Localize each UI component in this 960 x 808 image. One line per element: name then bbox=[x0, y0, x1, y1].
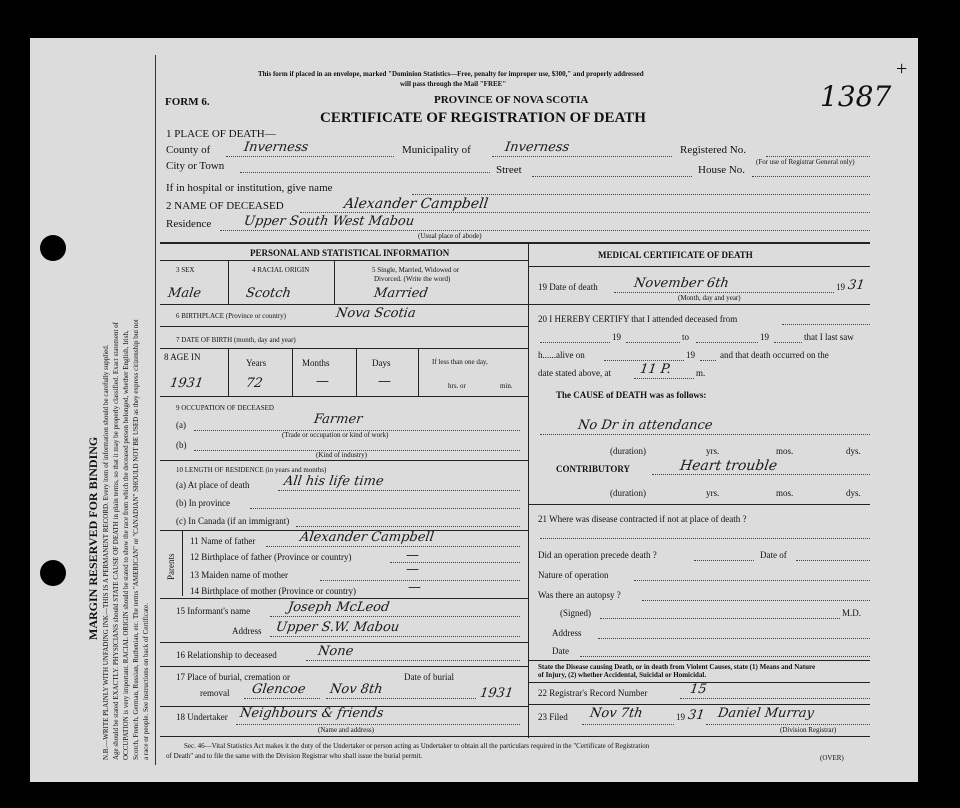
address-label: Address bbox=[232, 626, 262, 636]
burial-date-value: Nov 8th bbox=[328, 682, 384, 697]
county-label: County of bbox=[166, 144, 211, 156]
margin-instruction: OCCUPATION is very important. RACIAL ORIGIN should be stated to show the race from which the deceased person belonged, whether English, Irish, bbox=[122, 330, 130, 760]
municipality-value: Inverness bbox=[503, 140, 571, 155]
hrs-label: hrs. or bbox=[448, 382, 466, 390]
racial-label: 4 RACIAL ORIGIN bbox=[252, 266, 310, 274]
cell-divider bbox=[228, 348, 229, 396]
date-of-death-value: November 6th bbox=[632, 276, 730, 291]
registered-note: (For use of Registrar General only) bbox=[756, 158, 855, 166]
burial-year-value: 1931 bbox=[478, 686, 515, 701]
autopsy-label: Was there an autopsy ? bbox=[538, 590, 621, 600]
row-divider bbox=[160, 348, 528, 349]
alive-century: 19 bbox=[686, 350, 695, 360]
undertaker-label: 18 Undertaker bbox=[176, 712, 228, 722]
margin-instruction: Age should be stated EXACTLY. PHYSICIANS should STATE CAUSE OF DEATH in plain terms, so that it may be properly classified. Exact statement of bbox=[112, 321, 120, 760]
date-of-death-label: 19 Date of death bbox=[538, 282, 598, 292]
mother-label: 13 Maiden name of mother bbox=[190, 570, 288, 580]
corner-mark: + bbox=[896, 58, 908, 80]
county-line bbox=[226, 156, 394, 157]
date-of-death-year: 31 bbox=[846, 278, 866, 293]
registrar-value: Daniel Murray bbox=[716, 706, 815, 721]
residence-note: (Usual place of abode) bbox=[418, 232, 482, 240]
contributory-mos-label: mos. bbox=[776, 488, 794, 498]
marital-label-2: Divorced. (Write the word) bbox=[374, 275, 451, 283]
certify-from-line bbox=[540, 342, 610, 343]
medical-heading: MEDICAL CERTIFICATE OF DEATH bbox=[598, 250, 753, 260]
burial-label: 17 Place of burial, cremation or bbox=[176, 672, 290, 682]
margin-instruction: N.B.—WRITE PLAINLY WITH UNFADING INK—THIS IS A PERMANENT RECORD. Every item of information should be carefully supplied. bbox=[102, 344, 110, 760]
personal-heading: PERSONAL AND STATISTICAL INFORMATION bbox=[250, 248, 450, 258]
occurred-label: and that death occurred on the bbox=[720, 350, 829, 360]
age-year: 1931 bbox=[168, 376, 205, 391]
residence-length-label: 10 LENGTH OF RESIDENCE (in years and months) bbox=[176, 466, 327, 474]
undertaker-note: (Name and address) bbox=[318, 726, 374, 734]
deceased-name-line bbox=[300, 212, 870, 213]
certify-to-label: to bbox=[682, 332, 690, 342]
filed-date-line bbox=[582, 724, 674, 725]
informant-label: 15 Informant's name bbox=[176, 606, 251, 616]
place-of-death-heading: 1 PLACE OF DEATH— bbox=[166, 128, 276, 140]
province-heading: PROVINCE OF NOVA SCOTIA bbox=[434, 94, 589, 106]
row-divider bbox=[160, 304, 528, 305]
months-label: Months bbox=[302, 358, 330, 368]
time-line bbox=[634, 378, 694, 379]
cell-divider bbox=[228, 260, 229, 304]
contracted-line bbox=[540, 538, 870, 539]
date-of-death-line bbox=[614, 292, 834, 293]
sex-value: Male bbox=[166, 286, 202, 301]
occupation-b-note: (Kind of industry) bbox=[316, 451, 367, 459]
row-divider bbox=[528, 660, 870, 661]
sex-label: 3 SEX bbox=[176, 266, 195, 274]
margin-instruction: Scotch, French, German, Russian, Ruthenian, etc. The terms "AMERICAN" or "CANADIAN" SHOULD NOT BE USED as they express citizenship but not bbox=[132, 319, 140, 760]
registrar-record-line bbox=[680, 698, 870, 699]
form-number: FORM 6. bbox=[165, 96, 210, 108]
cell-divider bbox=[356, 348, 357, 396]
deceased-name: Alexander Campbell bbox=[342, 196, 490, 212]
birthplace-label: 6 BIRTHPLACE (Province or country) bbox=[176, 312, 287, 320]
county-value: Inverness bbox=[242, 140, 310, 155]
signed-label: (Signed) bbox=[560, 608, 591, 618]
row-divider bbox=[160, 326, 528, 327]
removal-label: removal bbox=[200, 688, 230, 698]
contributory-yrs-label: yrs. bbox=[706, 488, 720, 498]
row-divider bbox=[160, 396, 528, 397]
street-line bbox=[532, 176, 692, 177]
registrar-line bbox=[706, 724, 870, 725]
operation-label: Did an operation precede death ? bbox=[538, 550, 657, 560]
margin-rule bbox=[155, 55, 156, 765]
city-line bbox=[240, 172, 490, 173]
certify-to-year-line bbox=[774, 342, 802, 343]
medical-date-label: Date bbox=[552, 646, 569, 656]
cause-yrs-label: yrs. bbox=[706, 446, 720, 456]
days-value: — bbox=[376, 374, 393, 389]
residence-a-value: All his life time bbox=[282, 474, 385, 489]
row-divider bbox=[528, 266, 870, 267]
violent-note-2: of Injury, (2) whether Accidental, Suicidal or Homicidal. bbox=[538, 671, 707, 679]
row-divider bbox=[528, 504, 870, 505]
occupation-a-note: (Trade or occupation or kind of work) bbox=[282, 431, 389, 439]
age-label: 8 AGE IN bbox=[164, 352, 201, 362]
page-title: CERTIFICATE OF REGISTRATION OF DEATH bbox=[320, 110, 646, 126]
certificate-number: 1387 bbox=[820, 80, 892, 113]
time-suffix: m. bbox=[696, 368, 706, 378]
margin-instruction: a race or people. See instructions on back of Certificate. bbox=[142, 603, 150, 760]
occupation-b-label: (b) bbox=[176, 440, 187, 450]
mother-birthplace-label: 14 Birthplace of mother (Province or country) bbox=[190, 586, 356, 596]
nature-label: Nature of operation bbox=[538, 570, 609, 580]
footer-line-1: Sec. 46—Vital Statistics Act makes it the duty of the Undertaker or person acting as Undertaker to obtain all the particulars required in the "Certificate of Registration bbox=[184, 742, 650, 750]
nature-line bbox=[634, 580, 870, 581]
cause-value: No Dr in attendance bbox=[576, 418, 714, 433]
filed-year-value: 31 bbox=[686, 708, 706, 723]
father-label: 11 Name of father bbox=[190, 536, 256, 546]
occupation-a-label: (a) bbox=[176, 420, 186, 430]
row-divider bbox=[528, 704, 870, 705]
relationship-line bbox=[306, 660, 520, 661]
contributory-line bbox=[652, 474, 870, 475]
certify-from-year-line bbox=[626, 342, 680, 343]
binding-hole bbox=[40, 235, 66, 261]
house-line bbox=[752, 176, 870, 177]
cell-divider bbox=[334, 260, 335, 304]
occupation-a-value: Farmer bbox=[312, 412, 364, 427]
municipality-label: Municipality of bbox=[402, 144, 471, 156]
autopsy-line bbox=[642, 600, 870, 601]
house-label: House No. bbox=[698, 164, 746, 176]
filed-label: 23 Filed bbox=[538, 712, 568, 722]
operation-date-line bbox=[796, 560, 870, 561]
row-divider bbox=[160, 642, 528, 643]
municipality-line bbox=[492, 156, 672, 157]
row-divider bbox=[528, 304, 870, 305]
cause-dys-label: dys. bbox=[846, 446, 861, 456]
residence-a-label: (a) At place of death bbox=[176, 480, 250, 490]
informant-value: Joseph McLeod bbox=[286, 600, 391, 615]
alive-line bbox=[604, 360, 684, 361]
medical-address-label: Address bbox=[552, 628, 582, 638]
burial-place-line bbox=[244, 698, 320, 699]
row-divider bbox=[160, 666, 528, 667]
cause-duration-label: (duration) bbox=[610, 446, 646, 456]
hospital-label: If in hospital or institution, give name bbox=[166, 182, 333, 194]
medical-date-line bbox=[580, 656, 870, 657]
marital-label-1: 5 Single, Married, Widowed or bbox=[372, 266, 460, 274]
certify-to-century: 19 bbox=[760, 332, 769, 342]
min-label: min. bbox=[500, 382, 513, 390]
father-value: Alexander Campbell bbox=[298, 530, 435, 545]
father-line bbox=[266, 546, 520, 547]
filed-date-value: Nov 7th bbox=[588, 706, 644, 721]
registered-line bbox=[766, 156, 870, 157]
registrar-note: (Division Registrar) bbox=[780, 726, 837, 734]
cause-label: The CAUSE of DEATH was as follows: bbox=[556, 390, 707, 400]
contracted-label: 21 Where was disease contracted if not at place of death ? bbox=[538, 514, 747, 524]
binding-hole bbox=[40, 560, 66, 586]
operation-date-label: Date of bbox=[760, 550, 787, 560]
contributory-label: CONTRIBUTORY bbox=[556, 464, 631, 474]
racial-value: Scotch bbox=[244, 286, 292, 301]
residence-a-line bbox=[278, 490, 520, 491]
registrar-record-label: 22 Registrar's Record Number bbox=[538, 688, 648, 698]
residence-label: Residence bbox=[166, 218, 212, 230]
cause-line bbox=[540, 434, 870, 435]
registrar-record-value: 15 bbox=[688, 682, 708, 697]
footer-over: (OVER) bbox=[820, 754, 844, 762]
date-of-death-note: (Month, day and year) bbox=[678, 294, 741, 302]
notice-line-2: will pass through the Mail "FREE" bbox=[400, 80, 507, 88]
marital-value: Married bbox=[372, 286, 429, 301]
operation-line bbox=[694, 560, 754, 561]
days-label: Days bbox=[372, 358, 391, 368]
table-bottom-border bbox=[160, 736, 870, 737]
occupation-label: 9 OCCUPATION OF DECEASED bbox=[176, 404, 274, 412]
cell-divider bbox=[418, 348, 419, 396]
contributory-duration-label: (duration) bbox=[610, 488, 646, 498]
filed-century: 19 bbox=[676, 712, 685, 722]
signed-line bbox=[600, 618, 840, 619]
certify-line bbox=[782, 324, 870, 325]
address-line bbox=[270, 636, 520, 637]
contributory-value: Heart trouble bbox=[678, 458, 779, 474]
cell-divider bbox=[292, 348, 293, 396]
time-value: 11 P. bbox=[638, 362, 672, 377]
burial-date-label: Date of burial bbox=[404, 672, 454, 682]
residence-value: Upper South West Mabou bbox=[242, 214, 416, 229]
birthplace-value: Nova Scotia bbox=[334, 306, 417, 321]
burial-place-value: Glencoe bbox=[250, 682, 307, 697]
residence-b-label: (b) In province bbox=[176, 498, 230, 508]
parents-divider bbox=[182, 530, 183, 596]
row-divider bbox=[160, 260, 528, 261]
table-top-border bbox=[160, 242, 870, 244]
father-birthplace-label: 12 Birthplace of father (Province or country) bbox=[190, 552, 352, 562]
dob-label: 7 DATE OF BIRTH (month, day and year) bbox=[176, 336, 296, 344]
city-label: City or Town bbox=[166, 160, 225, 172]
certify-century: 19 bbox=[612, 332, 621, 342]
mother-value: — bbox=[404, 562, 421, 577]
burial-date-line bbox=[326, 698, 476, 699]
undertaker-value: Neighbours & friends bbox=[238, 706, 385, 721]
relationship-label: 16 Relationship to deceased bbox=[176, 650, 277, 660]
residence-line bbox=[220, 230, 870, 231]
row-divider bbox=[160, 460, 528, 461]
date-of-death-century: 19 bbox=[836, 282, 845, 292]
months-value: — bbox=[314, 374, 331, 389]
years-value: 72 bbox=[244, 376, 264, 391]
relationship-value: None bbox=[316, 644, 355, 659]
informant-line bbox=[270, 616, 520, 617]
footer-line-2: of Death" and to file the same with the Division Registrar who shall issue the burial permit. bbox=[166, 752, 423, 760]
violent-note-1: State the Disease causing Death, or in death from Violent Causes, state (1) Means and Nature bbox=[538, 663, 816, 671]
medical-address-line bbox=[598, 638, 870, 639]
certify-to-line bbox=[696, 342, 758, 343]
binding-margin-label: MARGIN RESERVED FOR BINDING bbox=[86, 436, 100, 640]
column-divider bbox=[528, 242, 529, 738]
years-label: Years bbox=[246, 358, 267, 368]
undertaker-line bbox=[236, 724, 520, 725]
less-than-day-label: If less than one day, bbox=[432, 358, 488, 366]
date-stated-label: date stated above, at bbox=[538, 368, 611, 378]
address-value: Upper S.W. Mabou bbox=[274, 620, 401, 635]
residence-c-line bbox=[296, 526, 520, 527]
father-birthplace-value: — bbox=[404, 548, 421, 563]
contributory-dys-label: dys. bbox=[846, 488, 861, 498]
residence-b-line bbox=[250, 508, 520, 509]
mother-birthplace-value: — bbox=[406, 580, 423, 595]
hospital-line bbox=[412, 194, 870, 195]
cause-mos-label: mos. bbox=[776, 446, 794, 456]
row-divider bbox=[160, 598, 528, 599]
registered-label: Registered No. bbox=[680, 144, 746, 156]
deceased-name-label: 2 NAME OF DECEASED bbox=[166, 200, 284, 212]
street-label: Street bbox=[496, 164, 522, 176]
md-label: M.D. bbox=[842, 608, 862, 618]
parents-label: Parents bbox=[166, 553, 176, 580]
notice-line-1: This form if placed in an envelope, marked "Dominion Statistics—Free, penalty for improper use, $300," and properly addressed bbox=[258, 70, 644, 78]
residence-c-label: (c) In Canada (if an immigrant) bbox=[176, 516, 290, 526]
alive-year-line bbox=[700, 360, 716, 361]
last-saw-label: that I last saw bbox=[804, 332, 854, 342]
alive-label: h......alive on bbox=[538, 350, 585, 360]
certify-label: 20 I HEREBY CERTIFY that I attended deceased from bbox=[538, 314, 738, 324]
